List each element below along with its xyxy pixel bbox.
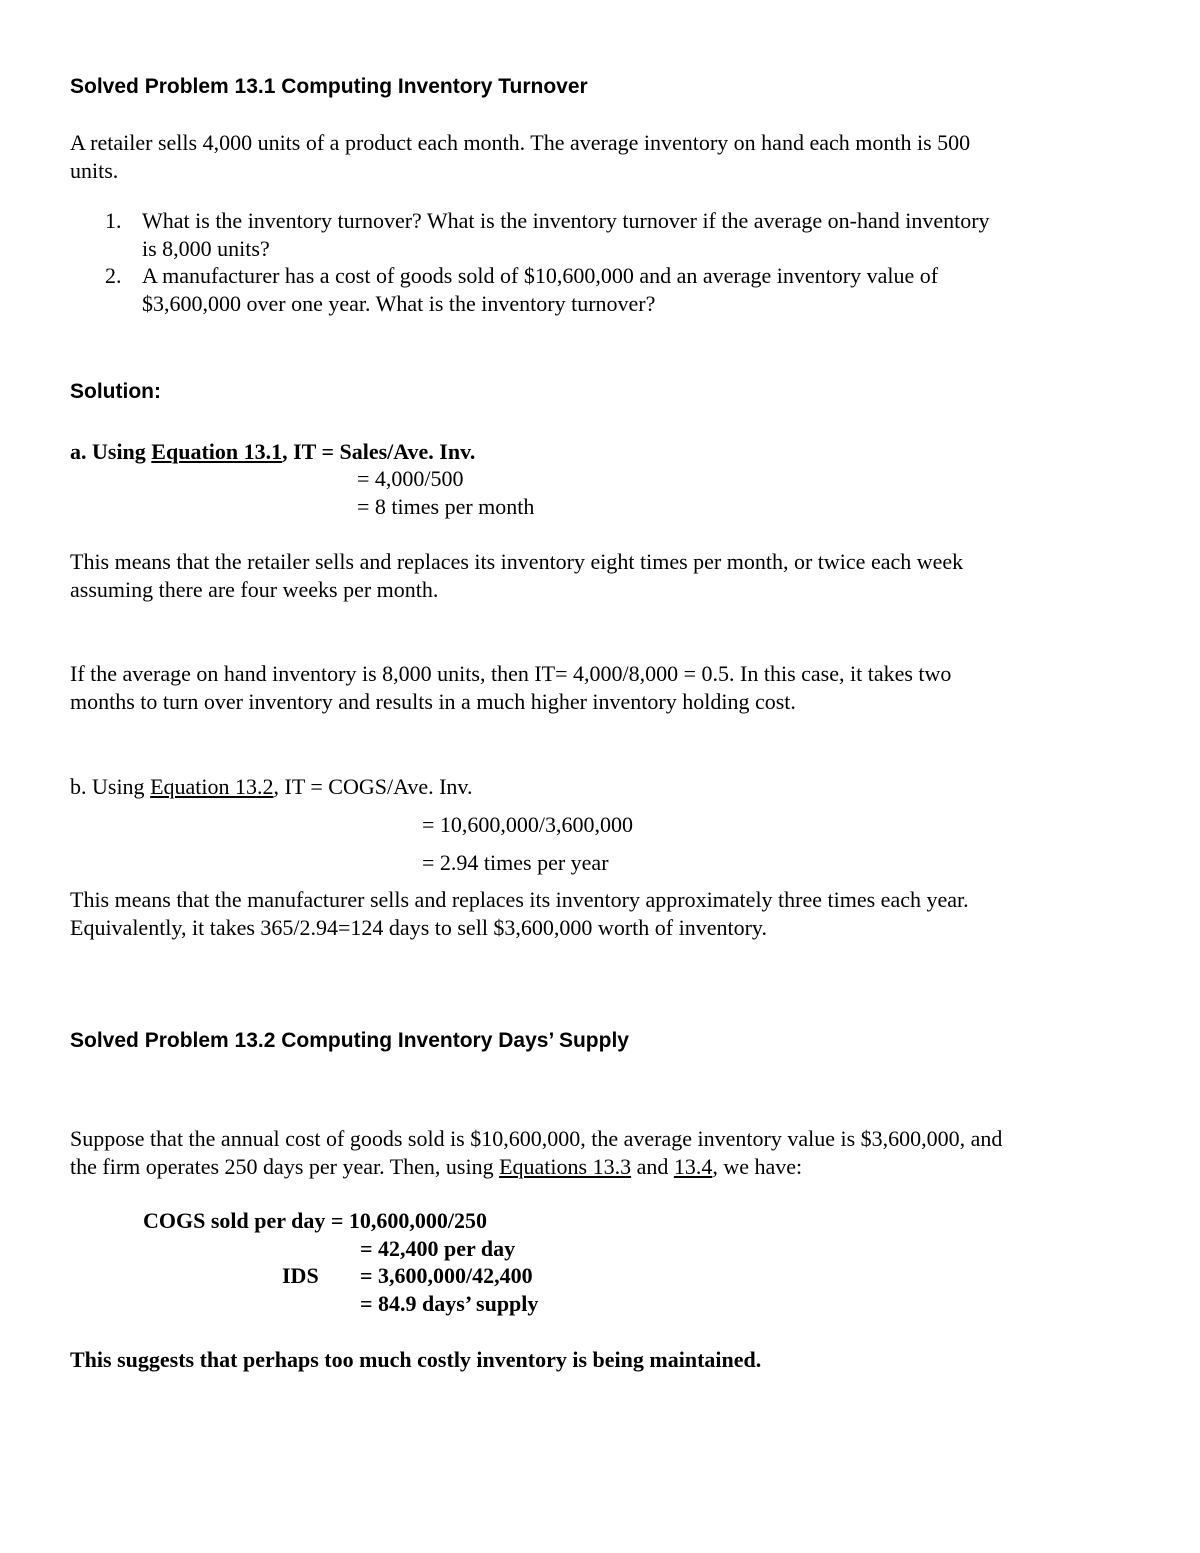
- part-b-formula: , IT = COGS/Ave. Inv.: [273, 774, 473, 799]
- part-b-paragraph-line-2: Equivalently, it takes 365/2.94=124 days to sell $3,600,000 worth of inventory.: [70, 915, 767, 940]
- part-b-prefix: b. Using: [70, 774, 151, 799]
- part-a-formula-line: [70, 438, 475, 466]
- cogs-per-day-row: COGS sold per day = 10,600,000/250: [143, 1208, 488, 1233]
- and-text: and: [631, 1154, 674, 1179]
- part-a-step-1: = 4,000/500: [357, 466, 464, 491]
- ids-formula: = 3,600,000/42,400: [360, 1263, 533, 1288]
- problem-13-2-heading: Solved Problem 13.2 Computing Inventory Days’ Supply: [70, 1029, 629, 1052]
- part-b-paragraph-line-1: This means that the manufacturer sells and replaces its inventory approximately three times each year.: [70, 887, 969, 912]
- part-a-paragraph-1-line-1: This means that the retailer sells and replaces its inventory eight times per month, or twice each week: [70, 549, 964, 574]
- part-b-step-2: = 2.94 times per year: [422, 850, 609, 875]
- question-1-line-1: What is the inventory turnover? What is the inventory turnover if the average on-hand inventory: [142, 208, 990, 233]
- intro-line-2-text: the firm operates 250 days per year. Then, using: [70, 1154, 500, 1179]
- question-number: 2.: [105, 263, 122, 288]
- problem-13-2-intro-line-1: Suppose that the annual cost of goods sold is $10,600,000, the average inventory value is $3,600,000, and: [70, 1126, 1003, 1151]
- problem-13-1-heading: Solved Problem 13.1 Computing Inventory Turnover: [70, 75, 588, 98]
- equation-13-4-link[interactable]: 13.4: [673, 1154, 713, 1179]
- part-a-step-2: = 8 times per month: [357, 494, 535, 519]
- intro-line-2-end: , we have:: [712, 1154, 803, 1179]
- problem-13-1-intro-line-1: A retailer sells 4,000 units of a product each month. The average inventory on hand each month is 500: [70, 130, 971, 155]
- problem-13-2-intro-line-2: [70, 1153, 802, 1181]
- question-1-line-2: is 8,000 units?: [142, 236, 270, 261]
- part-b-formula-line: [70, 773, 473, 801]
- part-a-paragraph-2-line-1: If the average on hand inventory is 8,000 units, then IT= 4,000/8,000 = 0.5. In this case, it takes two: [70, 661, 952, 686]
- ids-result: = 84.9 days’ supply: [360, 1291, 539, 1316]
- ids-label: IDS: [282, 1263, 319, 1288]
- question-2-line-1: A manufacturer has a cost of goods sold of $10,600,000 and an average inventory value of: [142, 263, 939, 288]
- part-a-prefix: a. Using: [70, 439, 152, 464]
- question-2-line-2: $3,600,000 over one year. What is the inventory turnover?: [142, 291, 656, 316]
- equation-13-1-link[interactable]: Equation 13.1: [151, 439, 283, 464]
- part-a-formula: , IT = Sales/Ave. Inv.: [282, 439, 476, 464]
- part-a-paragraph-2-line-2: months to turn over inventory and results in a much higher inventory holding cost.: [70, 689, 796, 714]
- cogs-per-day-result: = 42,400 per day: [360, 1236, 516, 1261]
- question-number: 1.: [105, 208, 122, 233]
- equation-13-2-link[interactable]: Equation 13.2: [150, 774, 274, 799]
- conclusion-text: This suggests that perhaps too much costly inventory is being maintained.: [70, 1347, 762, 1372]
- equations-13-3-link[interactable]: Equations 13.3: [499, 1154, 632, 1179]
- solution-heading: Solution:: [70, 380, 161, 403]
- problem-13-1-intro-line-2: units.: [70, 158, 119, 183]
- part-b-step-1: = 10,600,000/3,600,000: [422, 812, 634, 837]
- part-a-paragraph-1-line-2: assuming there are four weeks per month.: [70, 577, 439, 602]
